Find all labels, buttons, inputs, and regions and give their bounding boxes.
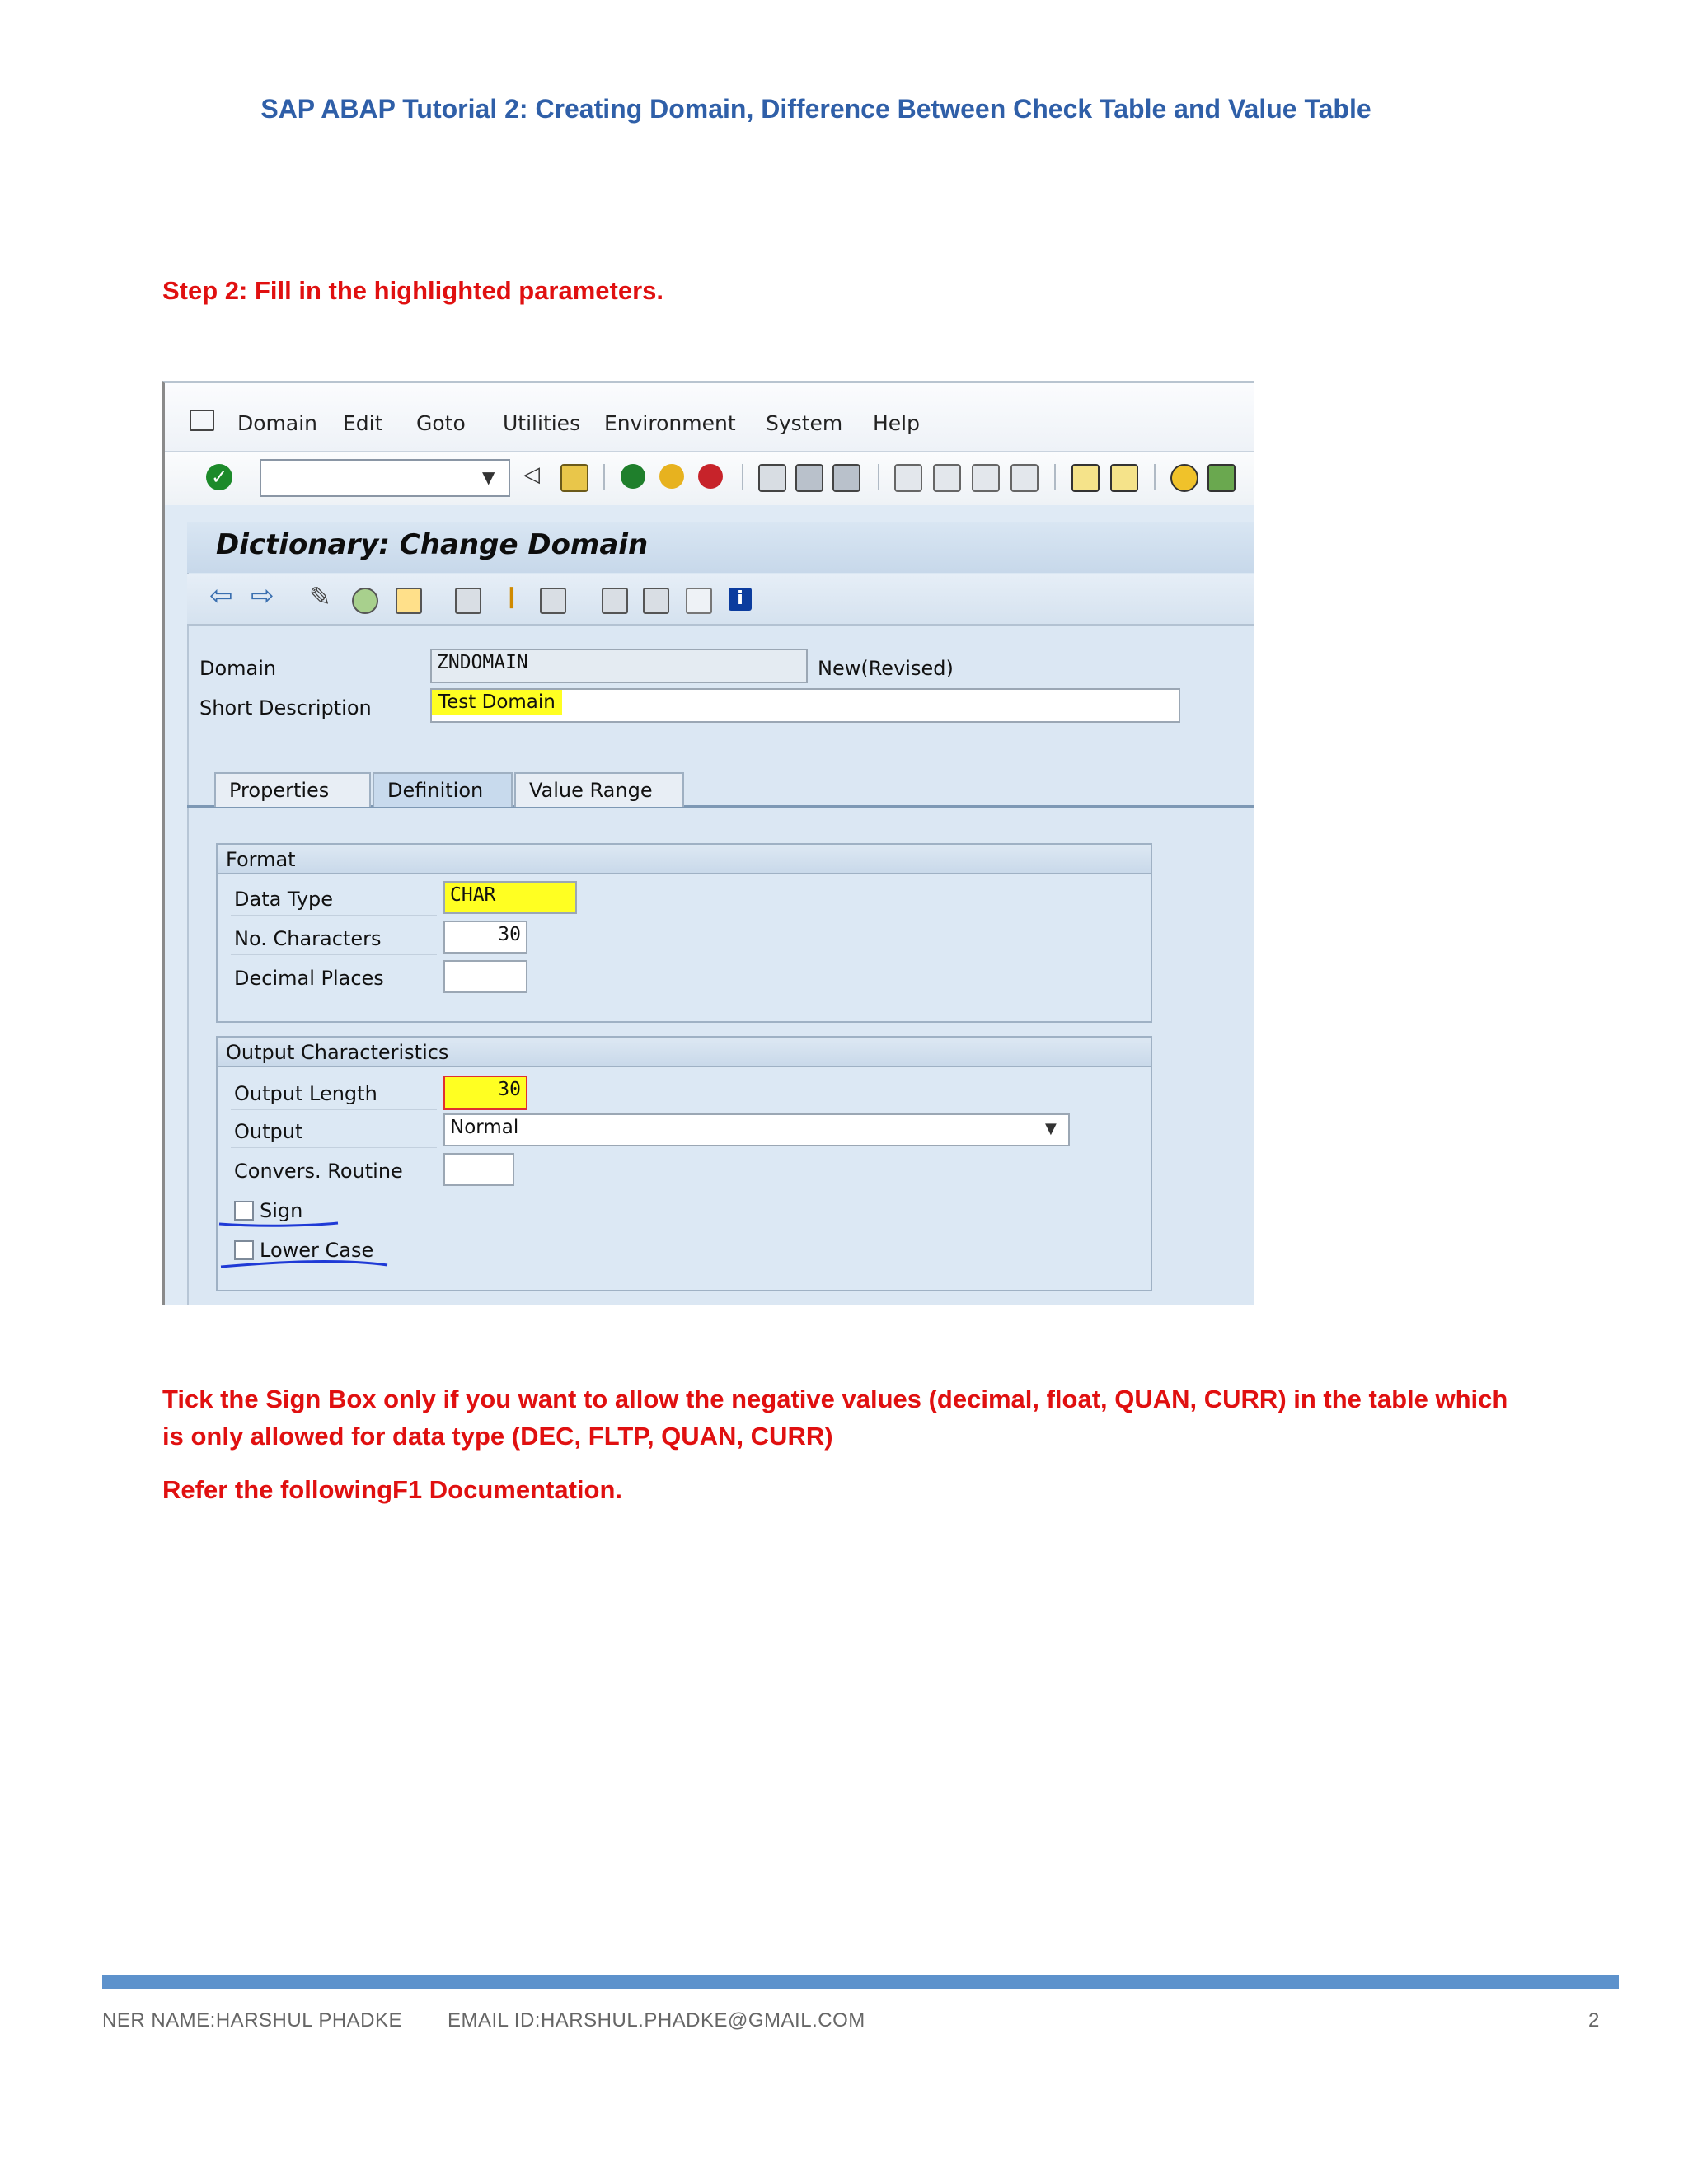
exit-icon[interactable]: [659, 464, 684, 489]
menu-edit[interactable]: Edit: [343, 411, 383, 435]
save-icon[interactable]: [560, 464, 588, 492]
output-label: Output: [234, 1120, 303, 1143]
menu-bar: [165, 383, 1254, 452]
data-type-field[interactable]: CHAR: [443, 881, 577, 914]
decimal-places-label: Decimal Places: [234, 967, 384, 990]
short-description-label: Short Description: [199, 696, 372, 719]
where-used-icon[interactable]: [455, 588, 481, 614]
hierarchy-icon[interactable]: [602, 588, 628, 614]
display-change-icon[interactable]: ✎: [309, 581, 331, 612]
next-page-icon[interactable]: [972, 464, 1000, 492]
layout-menu-icon[interactable]: [1207, 464, 1236, 492]
back-triangle-icon[interactable]: ◁: [523, 462, 540, 487]
domain-label: Domain: [199, 657, 277, 680]
help-icon[interactable]: [1170, 464, 1198, 492]
chevron-down-icon[interactable]: ▼: [1045, 1120, 1057, 1137]
footer-bar: [102, 1975, 1619, 1989]
format-title: Format: [218, 845, 1151, 874]
toolbar-separator: [742, 464, 743, 490]
lower-case-label: Lower Case: [260, 1239, 374, 1262]
document-title: SAP ABAP Tutorial 2: Creating Domain, Difference Between Check Table and Value Table: [260, 94, 1372, 124]
back-icon[interactable]: [621, 464, 645, 489]
previous-page-icon[interactable]: [933, 464, 961, 492]
last-page-icon[interactable]: [1010, 464, 1039, 492]
tab-value-range[interactable]: Value Range: [514, 772, 684, 807]
domain-field[interactable]: ZNDOMAIN: [430, 649, 808, 683]
info-icon[interactable]: i: [729, 588, 752, 611]
annotation-underlines: [214, 1216, 429, 1273]
arrow-left-icon[interactable]: ⇦: [209, 579, 233, 612]
command-field[interactable]: [260, 459, 510, 497]
row-line: [231, 1147, 437, 1148]
footer-owner: NER NAME:HARSHUL PHADKE: [102, 2009, 403, 2032]
cancel-icon[interactable]: [698, 464, 723, 489]
arrow-right-icon[interactable]: ⇨: [251, 579, 274, 612]
output-characteristics-title: Output Characteristics: [218, 1038, 1151, 1067]
sign-label: Sign: [260, 1199, 303, 1222]
output-length-field[interactable]: 30: [443, 1076, 528, 1110]
short-description-field[interactable]: [430, 688, 1180, 723]
short-description-value: Test Domain: [432, 690, 562, 715]
table-icon[interactable]: [686, 588, 712, 614]
tab-definition[interactable]: Definition: [373, 772, 513, 807]
footer-email: EMAIL ID:HARSHUL.PHADKE@GMAIL.COM: [448, 2009, 865, 2032]
chevron-down-icon[interactable]: ▼: [482, 467, 495, 487]
navigate-icon[interactable]: [540, 588, 566, 614]
menu-environment[interactable]: Environment: [604, 411, 736, 435]
toolbar-separator: [603, 464, 605, 490]
no-characters-field[interactable]: 30: [443, 921, 528, 954]
print-icon[interactable]: [758, 464, 786, 492]
menu-goto[interactable]: Goto: [416, 411, 466, 435]
menu-system[interactable]: System: [766, 411, 843, 435]
menu-utilities[interactable]: Utilities: [503, 411, 581, 435]
convers-routine-field[interactable]: [443, 1153, 514, 1186]
tab-properties[interactable]: Properties: [214, 772, 371, 807]
object-list-icon[interactable]: ❙: [503, 584, 521, 609]
no-characters-label: No. Characters: [234, 927, 382, 950]
output-select[interactable]: [443, 1113, 1070, 1146]
menu-domain[interactable]: Domain: [237, 411, 318, 435]
toolbar-separator: [1154, 464, 1156, 490]
toolbar-separator: [878, 464, 879, 490]
page-number: 2: [1588, 2009, 1600, 2032]
stack-icon[interactable]: [643, 588, 669, 614]
decimal-places-field[interactable]: [443, 960, 528, 993]
enter-check-icon[interactable]: ✓: [206, 464, 232, 490]
row-line: [231, 915, 437, 916]
menu-icon[interactable]: [190, 410, 214, 431]
new-session-icon[interactable]: [1071, 464, 1100, 492]
check-icon[interactable]: [352, 588, 378, 614]
row-line: [231, 1109, 437, 1110]
refer-note: Refer the followingF1 Documentation.: [162, 1475, 623, 1504]
first-page-icon[interactable]: [894, 464, 922, 492]
sap-screenshot: [162, 381, 1254, 1305]
row-line: [231, 954, 437, 955]
output-select-value: Normal: [450, 1117, 519, 1138]
activate-icon[interactable]: [396, 588, 422, 614]
step-heading: Step 2: Fill in the highlighted parameters.: [162, 276, 664, 305]
output-length-label: Output Length: [234, 1082, 377, 1105]
find-next-icon[interactable]: [832, 464, 860, 492]
shortcut-icon[interactable]: [1110, 464, 1138, 492]
screen-title: Dictionary: Change Domain: [216, 528, 649, 561]
find-icon[interactable]: [795, 464, 823, 492]
sign-note: Tick the Sign Box only if you want to allow the negative values (decimal, float, QUAN, CURR) in the table which is only allowed for data type (DEC, FLTP, QUAN, CURR): [162, 1385, 1508, 1451]
toolbar-separator: [1054, 464, 1056, 490]
data-type-label: Data Type: [234, 888, 334, 911]
convers-routine-label: Convers. Routine: [234, 1160, 403, 1183]
menu-help[interactable]: Help: [873, 411, 920, 435]
domain-status: New(Revised): [818, 657, 954, 680]
application-toolbar: [187, 574, 1254, 626]
